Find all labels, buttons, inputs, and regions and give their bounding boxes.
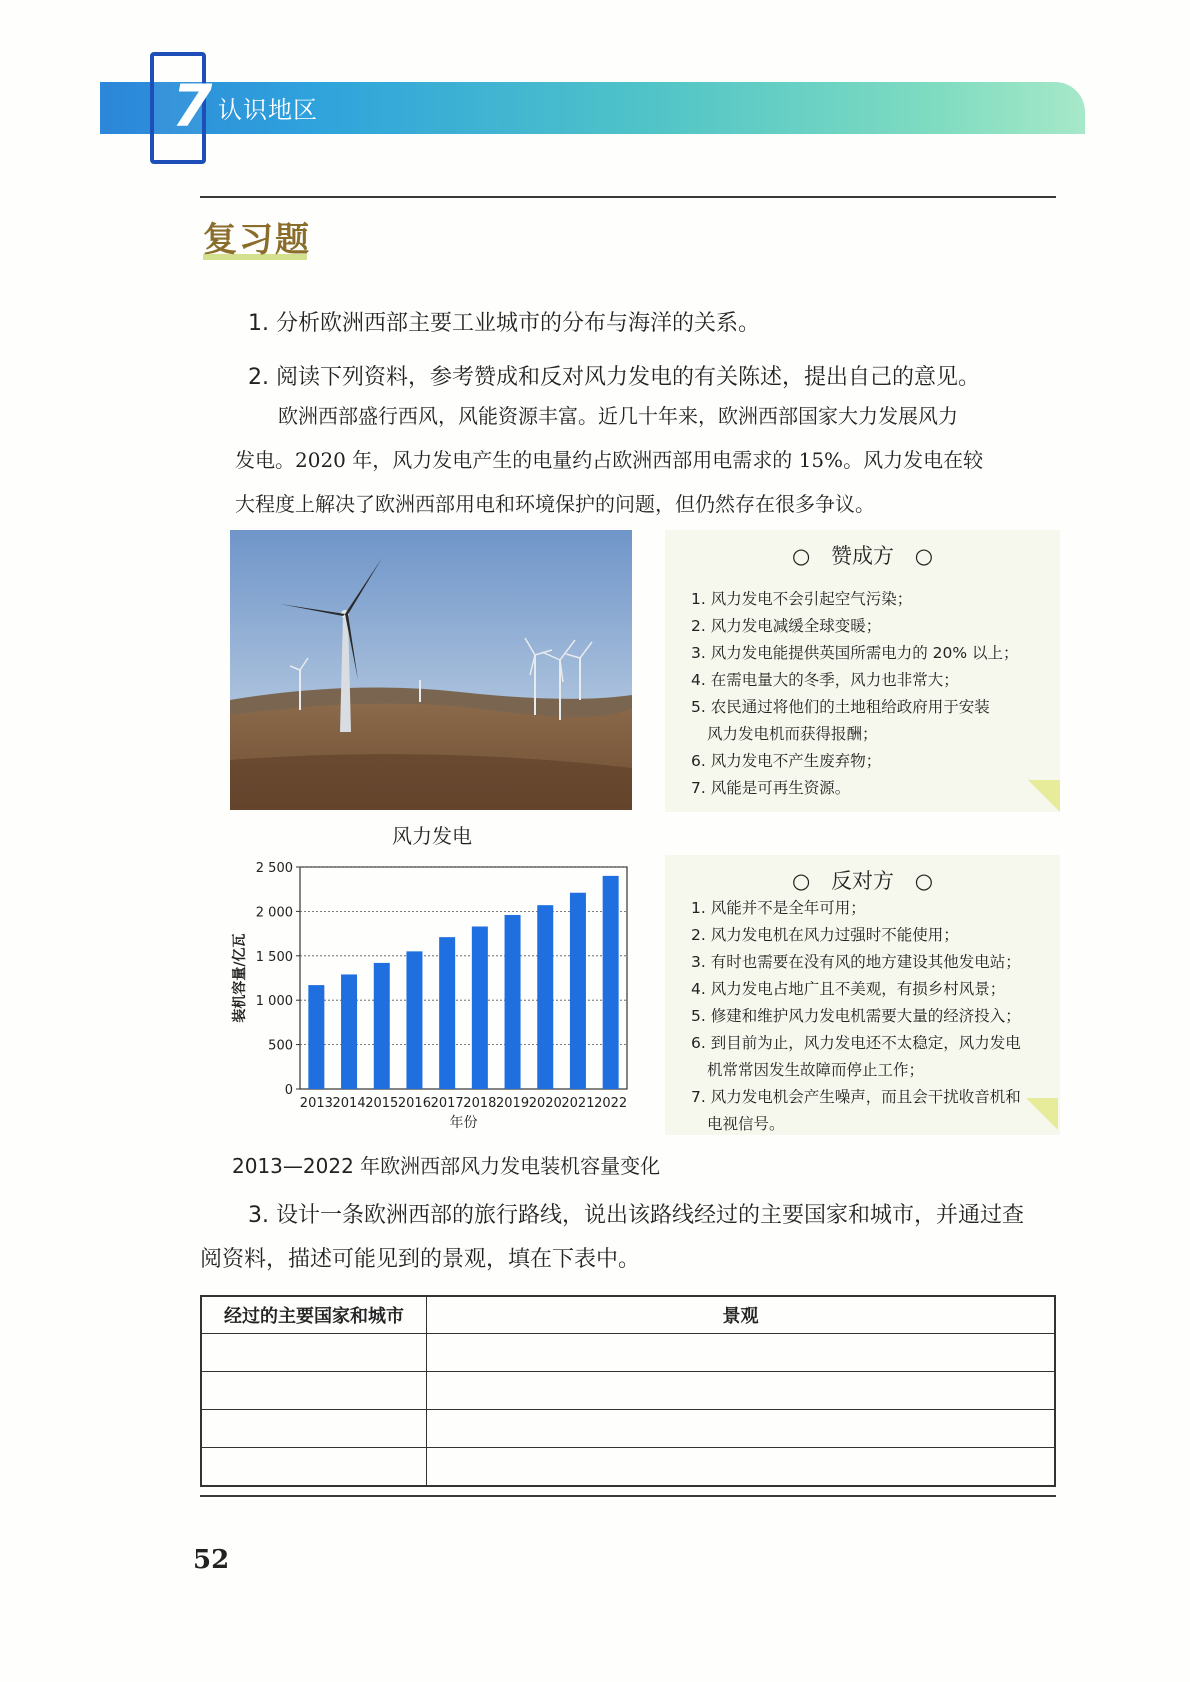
pro-item: 1. 风力发电不会引起空气污染； [691, 590, 913, 608]
y-tick-label: 1 000 [255, 994, 293, 1010]
x-tick-label: 2013 [299, 1096, 333, 1111]
question-3-line-1: 3. 设计一条欧洲西部的旅行路线，说出该路线经过的主要国家和城市，并通过查 [248, 1203, 1024, 1228]
bar-2019 [505, 915, 521, 1089]
con-panel-heading [665, 865, 1060, 895]
pro-list [691, 586, 1060, 802]
table-row [201, 1448, 1055, 1487]
question-1: 1. 分析欧洲西部主要工业城市的分布与海洋的关系。 [248, 311, 760, 336]
pro-item: 4. 在需电量大的冬季，风力也非常大； [691, 671, 959, 689]
y-tick-label: 1 500 [255, 949, 293, 965]
y-tick-label: 0 [284, 1083, 293, 1098]
chart-caption: 2013—2022 年欧洲西部风力发电装机容量变化 [232, 1154, 661, 1178]
table-row [201, 1372, 1055, 1410]
blank-cell[interactable] [201, 1372, 427, 1410]
question-2: 2. 阅读下列资料，参考赞成和反对风力发电的有关陈述，提出自己的意见。 [248, 365, 980, 390]
circle-icon: ○ [791, 544, 811, 568]
bar-2020 [537, 905, 553, 1089]
con-item: 5. 修建和维护风力发电机需要大量的经济投入； [691, 1007, 1021, 1025]
blank-cell[interactable] [201, 1334, 427, 1372]
pro-item: 2. 风力发电减缓全球变暖； [691, 617, 882, 635]
x-tick-label: 2018 [463, 1096, 497, 1111]
passage-line-2: 发电。2020 年，风力发电产生的电量约占欧洲西部用电需求的 15%。风力发电在较 [235, 448, 984, 472]
section-title: 复习题 [203, 220, 311, 260]
pro-item: 风力发电机而获得报酬； [707, 725, 878, 743]
bar-2017 [439, 937, 455, 1089]
question-3-line-2: 阅资料，描述可能见到的景观，填在下表中。 [200, 1247, 641, 1272]
pro-panel-heading [665, 540, 1060, 570]
y-tick-label: 500 [268, 1038, 293, 1054]
photo-caption: 风力发电 [392, 824, 472, 848]
x-tick-label: 2021 [561, 1096, 595, 1111]
table-header-row [201, 1296, 1055, 1334]
bar-2015 [374, 963, 390, 1089]
y-tick-label: 2 000 [255, 905, 293, 921]
y-axis-label: 装机容量/亿瓦 [232, 933, 248, 1023]
y-tick-label: 2 500 [255, 861, 293, 876]
con-item: 7. 风力发电机会产生噪声，而且会干扰收音机和 [691, 1088, 1021, 1106]
pro-item: 5. 农民通过将他们的土地租给政府用于安装 [691, 698, 990, 716]
chapter-title: 认识地区 [218, 96, 318, 124]
x-tick-label: 2015 [365, 1096, 399, 1111]
chapter-number: 7 [172, 72, 213, 140]
blank-cell[interactable] [201, 1448, 427, 1487]
con-item: 4. 风力发电占地广且不美观，有损乡村风景； [691, 980, 1006, 998]
capacity-bar-chart [222, 855, 642, 1140]
bottom-divider [200, 1495, 1056, 1497]
passage-line-1: 欧洲西部盛行西风，风能资源丰富。近几十年来，欧洲西部国家大力发展风力 [278, 404, 958, 428]
header-countries-cities: 经过的主要国家和城市 [201, 1296, 427, 1334]
pro-item: 3. 风力发电能提供英国所需电力的 20% 以上； [691, 644, 1019, 662]
circle-icon: ○ [914, 544, 934, 568]
x-axis-label: 年份 [449, 1115, 478, 1131]
bar-2022 [603, 876, 619, 1089]
con-item: 2. 风力发电机在风力过强时不能使用； [691, 926, 959, 944]
bar-2018 [472, 926, 488, 1089]
bar-2021 [570, 893, 586, 1089]
bar-2016 [406, 951, 422, 1089]
pro-item: 7. 风能是可再生资源。 [691, 779, 851, 797]
x-tick-label: 2014 [332, 1096, 366, 1111]
x-tick-label: 2017 [430, 1096, 464, 1111]
con-panel [665, 855, 1060, 1135]
top-divider [200, 196, 1056, 198]
x-tick-label: 2020 [528, 1096, 562, 1111]
con-item: 电视信号。 [707, 1115, 785, 1133]
x-tick-label: 2019 [496, 1096, 530, 1111]
page-fold-decoration [1028, 780, 1060, 812]
pro-panel-title: 赞成方 [831, 544, 894, 568]
con-list [691, 895, 1060, 1138]
page-number: 52 [193, 1545, 230, 1575]
wind-farm-photo [230, 530, 632, 810]
blank-cell[interactable] [427, 1410, 1056, 1448]
x-tick-label: 2016 [397, 1096, 431, 1111]
blank-cell[interactable] [427, 1448, 1056, 1487]
pro-item: 6. 风力发电不产生废弃物； [691, 752, 882, 770]
header-landscape: 景观 [427, 1296, 1056, 1334]
blank-cell[interactable] [427, 1372, 1056, 1410]
con-item: 机常常因发生故障而停止工作； [707, 1061, 925, 1079]
route-table [200, 1295, 1056, 1487]
passage-line-3: 大程度上解决了欧洲西部用电和环境保护的问题，但仍然存在很多争议。 [235, 492, 875, 516]
table-row [201, 1334, 1055, 1372]
bar-2014 [341, 974, 357, 1089]
page-fold-decoration [1026, 1098, 1058, 1130]
circle-icon: ○ [791, 869, 811, 893]
con-item: 1. 风能并不是全年可用； [691, 899, 866, 917]
table-row [201, 1410, 1055, 1448]
con-item: 3. 有时也需要在没有风的地方建设其他发电站； [691, 953, 1021, 971]
circle-icon: ○ [914, 869, 934, 893]
blank-cell[interactable] [201, 1410, 427, 1448]
con-panel-title: 反对方 [831, 869, 894, 893]
bar-2013 [308, 985, 324, 1089]
x-tick-label: 2022 [594, 1096, 628, 1111]
blank-cell[interactable] [427, 1334, 1056, 1372]
pro-panel [665, 530, 1060, 812]
con-item: 6. 到目前为止，风力发电还不太稳定，风力发电 [691, 1034, 1021, 1052]
